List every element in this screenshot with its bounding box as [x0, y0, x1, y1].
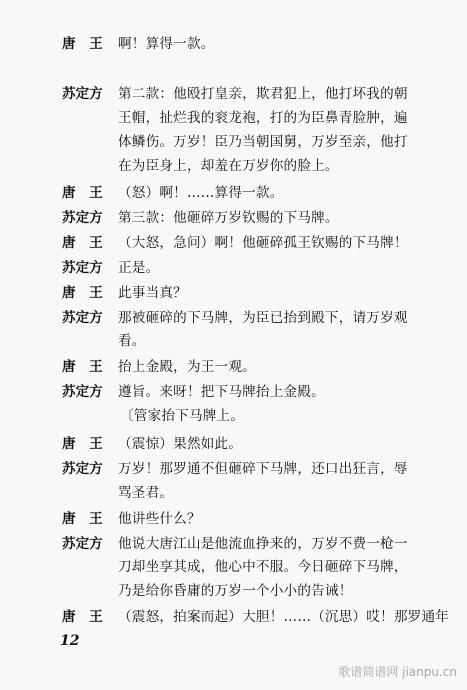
dialogue-text: 万岁！那罗通不但砸碎下马牌，还口出狂言，辱	[118, 461, 408, 477]
dialogue-text: 他讲些什么？	[118, 511, 201, 527]
dialogue-text: （大怒，急问）啊！他砸碎孤王钦赐的下马牌！	[118, 235, 408, 251]
dialogue-text: 正是。	[118, 260, 160, 276]
speaker-name: 唐 王	[62, 235, 103, 251]
watermark: 歌谱简谱网 jianpu.cn	[338, 665, 457, 679]
dialogue-text: （怒）啊！……算得一款。	[118, 185, 284, 201]
speaker-name: 苏定方	[62, 536, 103, 552]
dialogue-text: 体鳞伤。万岁！臣乃当朝国舅，万岁至亲，他打	[118, 134, 408, 150]
page-number: 12	[60, 633, 80, 649]
speaker-name: 唐 王	[62, 609, 103, 625]
speaker-name: 唐 王	[62, 36, 103, 52]
dialogue-text: 在为臣身上，却羞在万岁你的脸上。	[118, 158, 339, 174]
speaker-name: 苏定方	[62, 260, 103, 276]
speaker-name: 苏定方	[62, 310, 103, 326]
speaker-name: 苏定方	[62, 461, 103, 477]
speaker-name: 苏定方	[62, 210, 103, 226]
dialogue-text: 看。	[118, 333, 146, 349]
dialogue-text: 乃是给你昏庸的万岁一个小小的告诫！	[118, 583, 353, 599]
speaker-name: 唐 王	[62, 185, 103, 201]
stage-direction-text: 〔管家抬下马牌上。	[120, 408, 245, 424]
dialogue-text: 骂圣君。	[118, 485, 174, 501]
speaker-name: 唐 王	[62, 436, 103, 452]
speaker-name: 唐 王	[62, 359, 103, 375]
dialogue-text: 第二款：他殴打皇亲，欺君犯上，他打坏我的朝	[118, 86, 408, 102]
dialogue-text: 啊！算得一款。	[118, 36, 215, 52]
dialogue-text: （震怒，拍案而起）大胆！……（沉思）哎！那罗通年	[118, 609, 450, 625]
dialogue-text: 第三款：他砸碎万岁钦赐的下马牌。	[118, 210, 339, 226]
dialogue-text: 抬上金殿，为王一观。	[118, 359, 256, 375]
dialogue-text: 遵旨。来呀！把下马牌抬上金殿。	[118, 384, 325, 400]
dialogue-text: 那被砸碎的下马牌，为臣已抬到殿下，请万岁观	[118, 310, 408, 326]
speaker-name: 苏定方	[62, 384, 103, 400]
speaker-name: 苏定方	[62, 86, 103, 102]
dialogue-text: （震惊）果然如此。	[118, 436, 243, 452]
speaker-name: 唐 王	[62, 285, 103, 301]
speaker-name: 唐 王	[62, 511, 103, 527]
dialogue-text: 他说大唐江山是他流血挣来的，万岁不费一枪一	[118, 536, 408, 552]
dialogue-text: 刀却坐享其成，他心中不服。今日砸碎下马牌，	[118, 559, 408, 575]
dialogue-text: 此事当真？	[118, 285, 187, 301]
dialogue-text: 王帽，扯烂我的衮龙袍，打的为臣鼻青脸肿，遍	[118, 110, 408, 126]
